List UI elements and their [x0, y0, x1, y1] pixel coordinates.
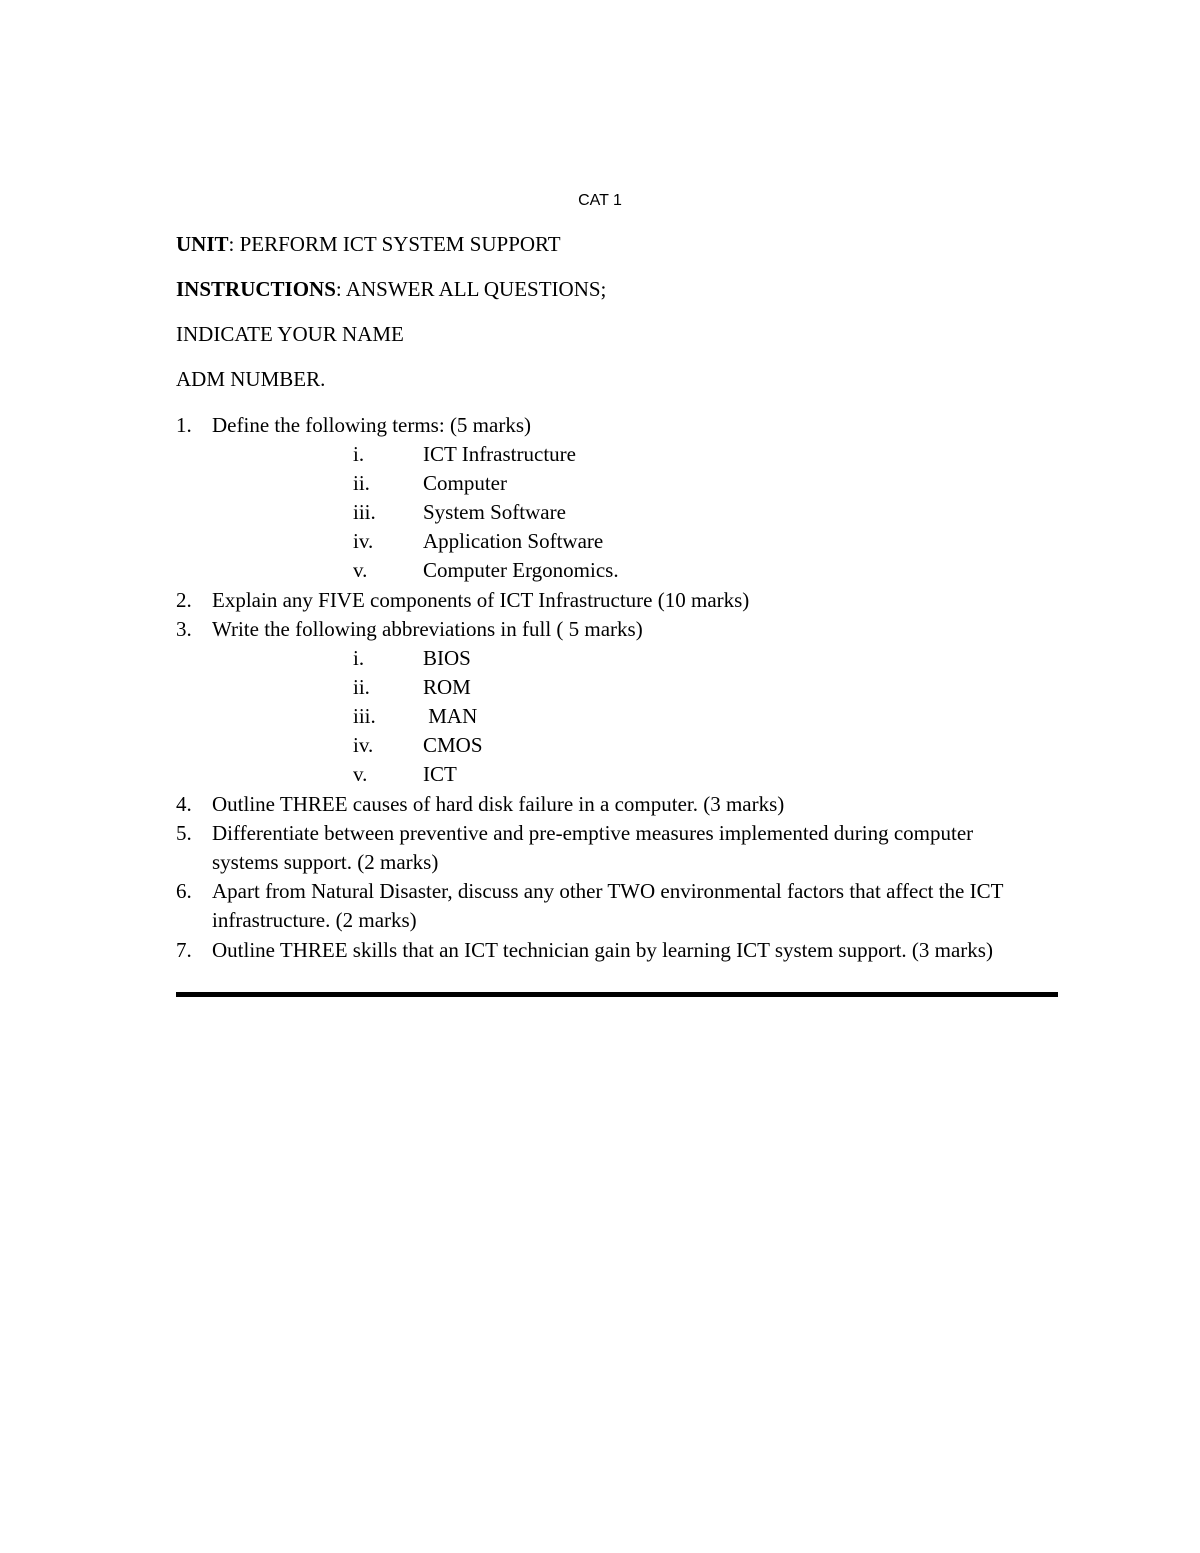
- question-1: [176, 411, 1066, 440]
- question-text: Write the following abbreviations in full ( 5 marks): [212, 617, 643, 641]
- page-heading: CAT 1: [578, 192, 622, 209]
- roman-numeral: iii.: [353, 500, 376, 524]
- question-4: [176, 790, 1066, 819]
- question-number: 4.: [176, 792, 192, 816]
- abbreviation-text: ROM: [423, 675, 471, 699]
- abbreviation-text: ICT: [423, 762, 457, 786]
- unit-line: [176, 230, 561, 259]
- adm-number-line: ADM NUMBER.: [176, 367, 326, 391]
- roman-numeral: ii.: [353, 471, 370, 495]
- term-text: Computer: [423, 471, 507, 495]
- question-number: 5.: [176, 821, 192, 845]
- roman-numeral: iv.: [353, 733, 374, 757]
- question-number: 6.: [176, 879, 192, 903]
- question-number: 1.: [176, 413, 192, 437]
- roman-numeral: i.: [353, 646, 365, 670]
- roman-numeral: iii.: [353, 704, 376, 728]
- instructions-label: INSTRUCTIONS: [176, 277, 336, 301]
- abbreviation-text: MAN: [423, 704, 478, 728]
- roman-numeral: i.: [353, 442, 365, 466]
- question-text: Apart from Natural Disaster, discuss any other TWO environmental factors that affect the ICT infrastructure. (2 marks): [212, 879, 1004, 933]
- question-2: [176, 586, 1066, 615]
- term-text: System Software: [423, 500, 566, 524]
- instructions-line: [176, 275, 606, 304]
- roman-numeral: ii.: [353, 675, 370, 699]
- bottom-rule: [176, 992, 1058, 997]
- roman-numeral: v.: [353, 762, 368, 786]
- question-text: Differentiate between preventive and pre-emptive measures implemented during computer systems support. (2 marks): [212, 821, 974, 875]
- term-text: Application Software: [423, 529, 604, 553]
- question-6: [176, 877, 1066, 935]
- question-7: [176, 936, 1036, 965]
- unit-label: UNIT: [176, 232, 229, 256]
- term-text: Computer Ergonomics.: [423, 558, 619, 582]
- term-text: ICT Infrastructure: [423, 442, 576, 466]
- question-5: [176, 819, 1006, 877]
- instructions-value: : ANSWER ALL QUESTIONS;: [335, 277, 607, 301]
- question-3: [176, 615, 1066, 644]
- abbreviation-text: CMOS: [423, 733, 483, 757]
- roman-numeral: v.: [353, 558, 368, 582]
- question-text: Explain any FIVE components of ICT Infrastructure (10 marks): [212, 588, 750, 612]
- question-number: 3.: [176, 617, 192, 641]
- abbreviation-text: BIOS: [423, 646, 471, 670]
- question-text: Outline THREE causes of hard disk failure in a computer. (3 marks): [212, 792, 785, 816]
- question-text: Outline THREE skills that an ICT technician gain by learning ICT system support. (3 marks): [212, 938, 993, 962]
- unit-value: : PERFORM ICT SYSTEM SUPPORT: [228, 232, 561, 256]
- roman-numeral: iv.: [353, 529, 374, 553]
- question-text: Define the following terms: (5 marks): [212, 413, 531, 437]
- name-line: INDICATE YOUR NAME: [176, 322, 404, 346]
- question-number: 7.: [176, 938, 192, 962]
- question-number: 2.: [176, 588, 192, 612]
